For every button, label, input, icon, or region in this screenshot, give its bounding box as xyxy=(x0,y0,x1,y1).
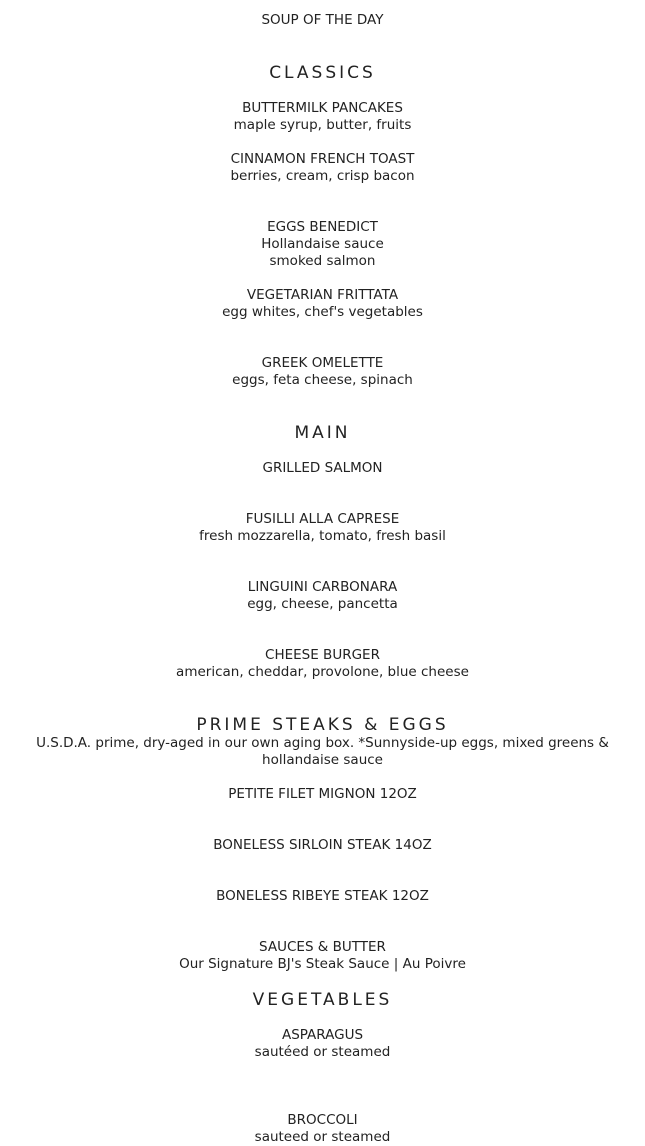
menu-item-name: GRILLED SALMON xyxy=(262,460,383,476)
menu-item-name: BUTTERMILK PANCAKES xyxy=(242,100,403,116)
menu-item-name: ASPARAGUS xyxy=(281,1027,364,1043)
menu-item-name: VEGETARIAN FRITTATA xyxy=(246,287,399,303)
menu-item-name: CINNAMON FRENCH TOAST xyxy=(230,151,415,167)
section-heading-main: MAIN xyxy=(294,423,351,443)
menu-item-description: maple syrup, butter, fruits xyxy=(233,117,412,133)
menu-item-description: sautéed or steamed xyxy=(254,1044,391,1060)
menu-item-name: BONELESS SIRLOIN STEAK 14OZ xyxy=(213,837,432,853)
menu-item-description: fresh mozzarella, tomato, fresh basil xyxy=(199,528,446,544)
menu-item-name: BONELESS RIBEYE STEAK 12OZ xyxy=(216,888,429,904)
section-heading-vegetables: VEGETABLES xyxy=(252,990,393,1010)
menu-item-description: sauteed or steamed xyxy=(254,1129,391,1145)
soup-of-the-day: SOUP OF THE DAY xyxy=(261,12,384,28)
menu-item-name: FUSILLI ALLA CAPRESE xyxy=(245,511,400,527)
menu-item-description: berries, cream, crisp bacon xyxy=(230,168,415,184)
section-intro: U.S.D.A. prime, dry-aged in our own aging box. *Sunnyside-up eggs, mixed greens & hollandaise sauce xyxy=(36,735,609,768)
menu-item-description: eggs, feta cheese, spinach xyxy=(232,372,413,388)
menu-item-name: SAUCES & BUTTER xyxy=(259,939,386,955)
menu-item-description: smoked salmon xyxy=(269,253,376,269)
menu-item-name: CHEESE BURGER xyxy=(265,647,380,663)
menu-item-name: EGGS BENEDICT xyxy=(267,219,378,235)
menu-item-description: egg, cheese, pancetta xyxy=(247,596,398,612)
menu-item-name: BROCCOLI xyxy=(287,1112,358,1128)
menu-item-name: GREEK OMELETTE xyxy=(261,355,384,371)
menu-item-description: Hollandaise sauce xyxy=(261,236,384,252)
menu-item-description: egg whites, chef's vegetables xyxy=(222,304,423,320)
menu-item-name: LINGUINI CARBONARA xyxy=(247,579,398,595)
section-heading-prime-steaks: PRIME STEAKS & EGGS xyxy=(196,715,449,735)
menu-item-name: PETITE FILET MIGNON 12OZ xyxy=(228,786,417,802)
section-heading-classics: CLASSICS xyxy=(269,63,376,83)
menu-item-description: american, cheddar, provolone, blue cheese xyxy=(176,664,469,680)
menu-item-description: Our Signature BJ's Steak Sauce | Au Poivre xyxy=(179,956,466,972)
